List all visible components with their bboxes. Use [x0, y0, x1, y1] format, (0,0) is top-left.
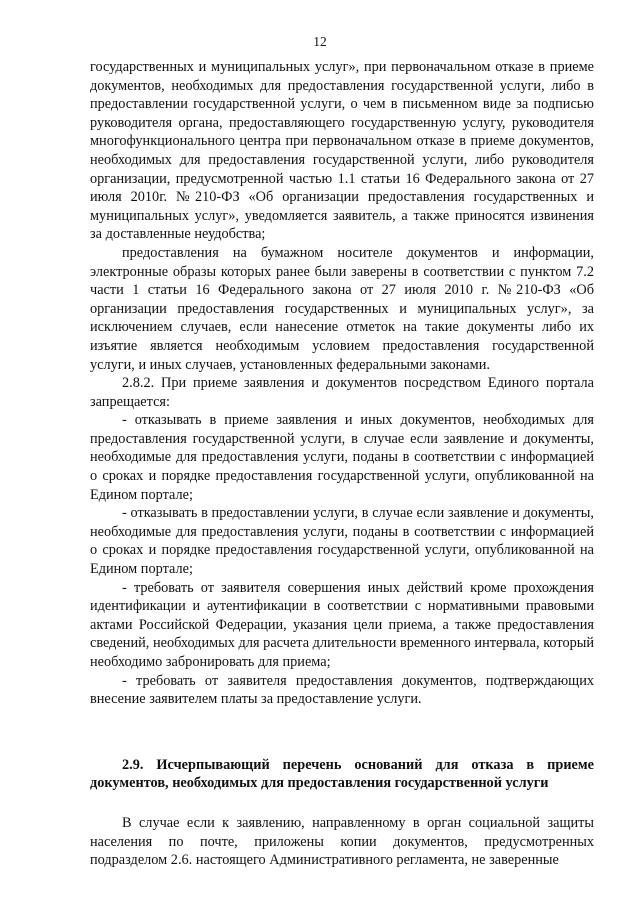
paragraph-continuation: государственных и муниципальных услуг», при первоначальном отказе в приеме документов, необходимых для предоставления государственной услуги, либо в предоставлении государственной услуги, о чем в письменном виде за подписью руководителя органа, предоставляющего государственную услугу, руководителя многофункционального центра при первоначальном отказе в приеме документов, необходимых для предоставления государственной услуги, либо руководителя организации, предусмотренной частью 1.1 статьи 16 Федерального закона от 27 июля 2010г. №210-ФЗ «Об организации предоставления государственных и муниципальных услуг», уведомляется заявитель, а также приносятся извинения за доставленные неудобства; [90, 59, 594, 243]
paragraph-paper-documents: предоставления на бумажном носителе документов и информации, электронные образы которых ранее были заверены в соответствии с пунктом 7.2 части 1 статьи 16 Федерального закона от 27 июля 2010 г. №210-ФЗ «Об организации предоставления государственных и муниципальных услуг», за исключением случаев, если нанесение отметок на такие документы либо их изъятие является необходимым условием предоставления государственной услуги, и иных случаев, установленных федеральными законами. [90, 244, 594, 373]
paragraph-mail-application: В случае если к заявлению, направленному в орган социальной защиты населения по почте, приложены копии документов, предусмотренных подразделом 2.6. настоящего Административного регламента, не заверенные [90, 814, 594, 869]
list-item-require-actions: - требовать от заявителя совершения иных действий кроме прохождения идентификации и аутентификации в соответствии с нормативными правовыми актами Российской Федерации, указания цели приема, а также предоставления сведений, необходимых для расчета длительности временного интервала, который необходимо забронировать для приема; [90, 579, 594, 670]
list-item-require-payment-docs: - требовать от заявителя предоставления документов, подтверждающих внесение заявителем платы за предоставление услуги. [90, 672, 594, 708]
paragraph-2-8-2: 2.8.2. При приеме заявления и документов посредством Единого портала запрещается: [90, 375, 594, 410]
list-item-refuse-acceptance: - отказывать в приеме заявления и иных документов, необходимых для предоставления государственной услуги, в случае если заявление и документы, необходимые для предоставления услуги, поданы в соответствии с информацией о сроках и порядке предоставления государственной услуги, опубликованной на Едином портале; [90, 412, 594, 503]
section-heading-2-9: 2.9. Исчерпывающий перечень оснований для отказа в приеме документов, необходимых для предоставления государственной услуги [90, 756, 594, 792]
list-item-refuse-provision: - отказывать в предоставлении услуги, в случае если заявление и документы, необходимые для предоставления услуги, поданы в соответствии с информацией о сроках и порядке предоставления государственной услуги, опубликованной на Едином портале; [90, 505, 594, 578]
document-body [90, 58, 594, 870]
page-number: 12 [313, 34, 327, 49]
